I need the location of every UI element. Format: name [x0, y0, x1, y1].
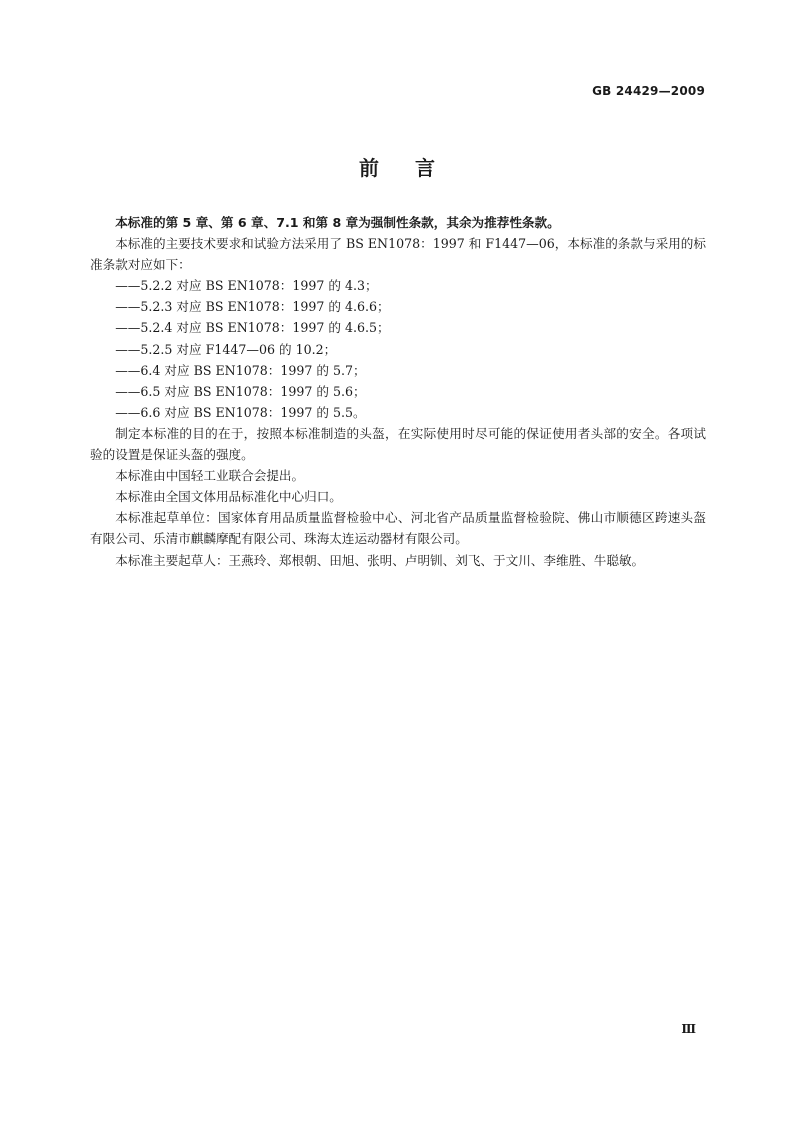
page-title: 前言 — [359, 156, 471, 180]
clause-mapping-item: ——5.2.2 对应 BS EN1078：1997 的 4.3； — [115, 278, 378, 294]
page-number: Ⅲ — [681, 1022, 696, 1036]
clause-mapping-item: ——5.2.3 对应 BS EN1078：1997 的 4.6.6； — [115, 299, 390, 315]
purpose-paragraph: 制定本标准的目的在于，按照本标准制造的头盔，在实际使用时尽可能的保证使用者头部的安全。各项试验的设置是保证头盔的强度。 — [90, 425, 706, 463]
administrator-paragraph: 本标准由全国文体用品标准化中心归口。 — [115, 489, 342, 505]
preface-body — [90, 212, 706, 571]
drafters-paragraph: 本标准主要起草人：王燕玲、郑根朝、田旭、张明、卢明钏、刘飞、于文川、李维胜、牛聪敏。 — [115, 552, 645, 568]
technical-basis-paragraph: 本标准的主要技术要求和试验方法采用了 BS EN1078：1997 和 F1447—06，本标准的条款与采用的标准条款对应如下： — [90, 236, 706, 273]
clause-mapping-item: ——6.5 对应 BS EN1078：1997 的 5.6； — [115, 383, 366, 399]
clause-mapping-item: ——6.6 对应 BS EN1078：1997 的 5.5。 — [115, 404, 366, 420]
mandatory-clause-statement: 本标准的第 5 章、第 6 章、7.1 和第 8 章为强制性条款，其余为推荐性条款。 — [115, 215, 560, 230]
drafting-units-paragraph: 本标准起草单位：国家体育用品质量监督检验中心、河北省产品质量监督检验院、佛山市顺德区跨速头盔有限公司、乐清市麒麟摩配有限公司、珠海太连运动器材有限公司。 — [90, 510, 706, 547]
clause-mapping-item: ——5.2.4 对应 BS EN1078：1997 的 4.6.5； — [115, 320, 390, 336]
standard-number: GB 24429—2009 — [592, 84, 705, 98]
clause-mapping-item: ——6.4 对应 BS EN1078：1997 的 5.7； — [115, 362, 366, 378]
clause-mapping-item: ——5.2.5 对应 F1447—06 的 10.2； — [115, 341, 337, 357]
proposer-paragraph: 本标准由中国轻工业联合会提出。 — [115, 468, 305, 484]
